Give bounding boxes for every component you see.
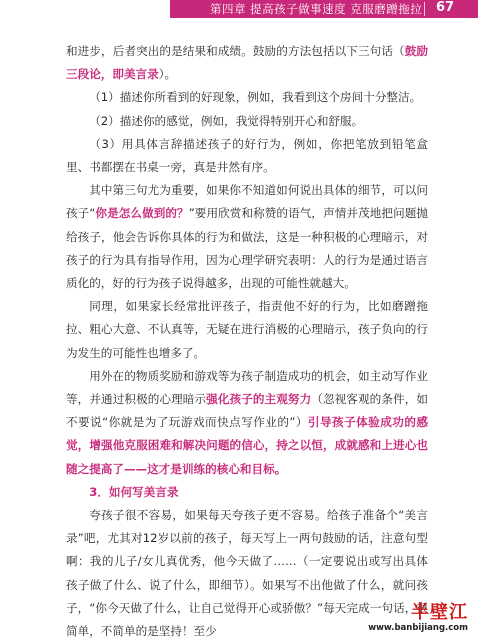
paragraph-detail [66,179,428,295]
chapter-header-bar [170,0,478,18]
paragraph-praise-book: 夸孩子很不容易，如果每天夸孩子更不容易。给孩子准备个“美言录”吧，尤其对12岁以前的孩子，每天写上一两句鼓励的话，注意句型啊：我的儿子/女儿真优秀，他今天做了……（一定要说出或写出具体孩子做了什么、说了什么，即细节）。如果写不出他做了什么，就问孩子，“你今天做了什么，让自己觉得开心或骄傲？”每天完成一句话，很简单，不简单的是坚持！至少 [66,508,428,639]
header-divider [424,2,425,16]
highlight-method: 鼓励三段论，即美言录 [66,44,428,82]
chapter-title: 第四章 提高孩子做事速度 克服磨蹭拖拉 [210,2,423,16]
text-run: （忽视客观的条件，如不要说“你就是为了玩游戏而快点写作业的”） [66,392,428,430]
text-run: ”要用欣赏和称赞的语气，声情并茂地把问题抛给孩子，他会告诉你具体的行为和做法，这是一种积极的心理暗示，对孩子的行为具有指导作用，因为心理学研究表明：人的行为是通过语言质化的，好的行为孩子说得越多，出现的可能性就越大。 [66,206,428,291]
highlight-effort: 强化孩子的主观努力 [206,392,312,407]
paragraph-criticism: 同理，如果家长经常批评孩子，指责他不好的行为，比如磨蹭拖拉、粗心大意、不认真等，无疑在进行消极的心理暗示，孩子负向的行为发生的可能性也增多了。 [66,299,428,360]
paragraph-intro [66,40,428,86]
list-item-3: （3）用具体言辞描述孩子的好行为，例如，你把笔放到铅笔盒里、书都摆在书桌一旁，真是井然有序。 [66,136,428,175]
page-body [66,40,428,643]
watermark-url: www.banbijiang.com [368,623,468,633]
section-heading: 3．如何写美言录 [89,484,179,499]
page-number: 67 [436,0,455,15]
paragraph-reward [66,365,428,481]
watermark [368,603,468,633]
highlight-goal: 引导孩子体验成功的感觉，增强他克服困难和解决问题的信心，持之以恒，成就感和上进心也随之提高了——这才是训练的核心和目标。 [66,415,428,476]
list-item-1: （1）描述你所看到的好现象，例如，我看到这个房间十分整洁。 [89,90,422,105]
text-run: ）。 [158,67,177,82]
text-run: 其中第三句尤为重要，如果你不知道如何说出具体的细节，可以问孩子“ [66,183,428,221]
text-run: 和进步，后者突出的是结果和成绩。鼓励的方法包括以下三句话（ [66,44,405,58]
highlight-question: 你是怎么做到的？ [95,206,189,221]
watermark-logo: 半壁江 [411,602,468,623]
text-run: 用外在的物质奖励和游戏等为孩子制造成功的机会，如主动写作业等，并通过积极的心理暗示 [66,368,428,407]
list-item-2: （2）描述你的感觉，例如，我觉得特别开心和舒服。 [89,113,364,128]
